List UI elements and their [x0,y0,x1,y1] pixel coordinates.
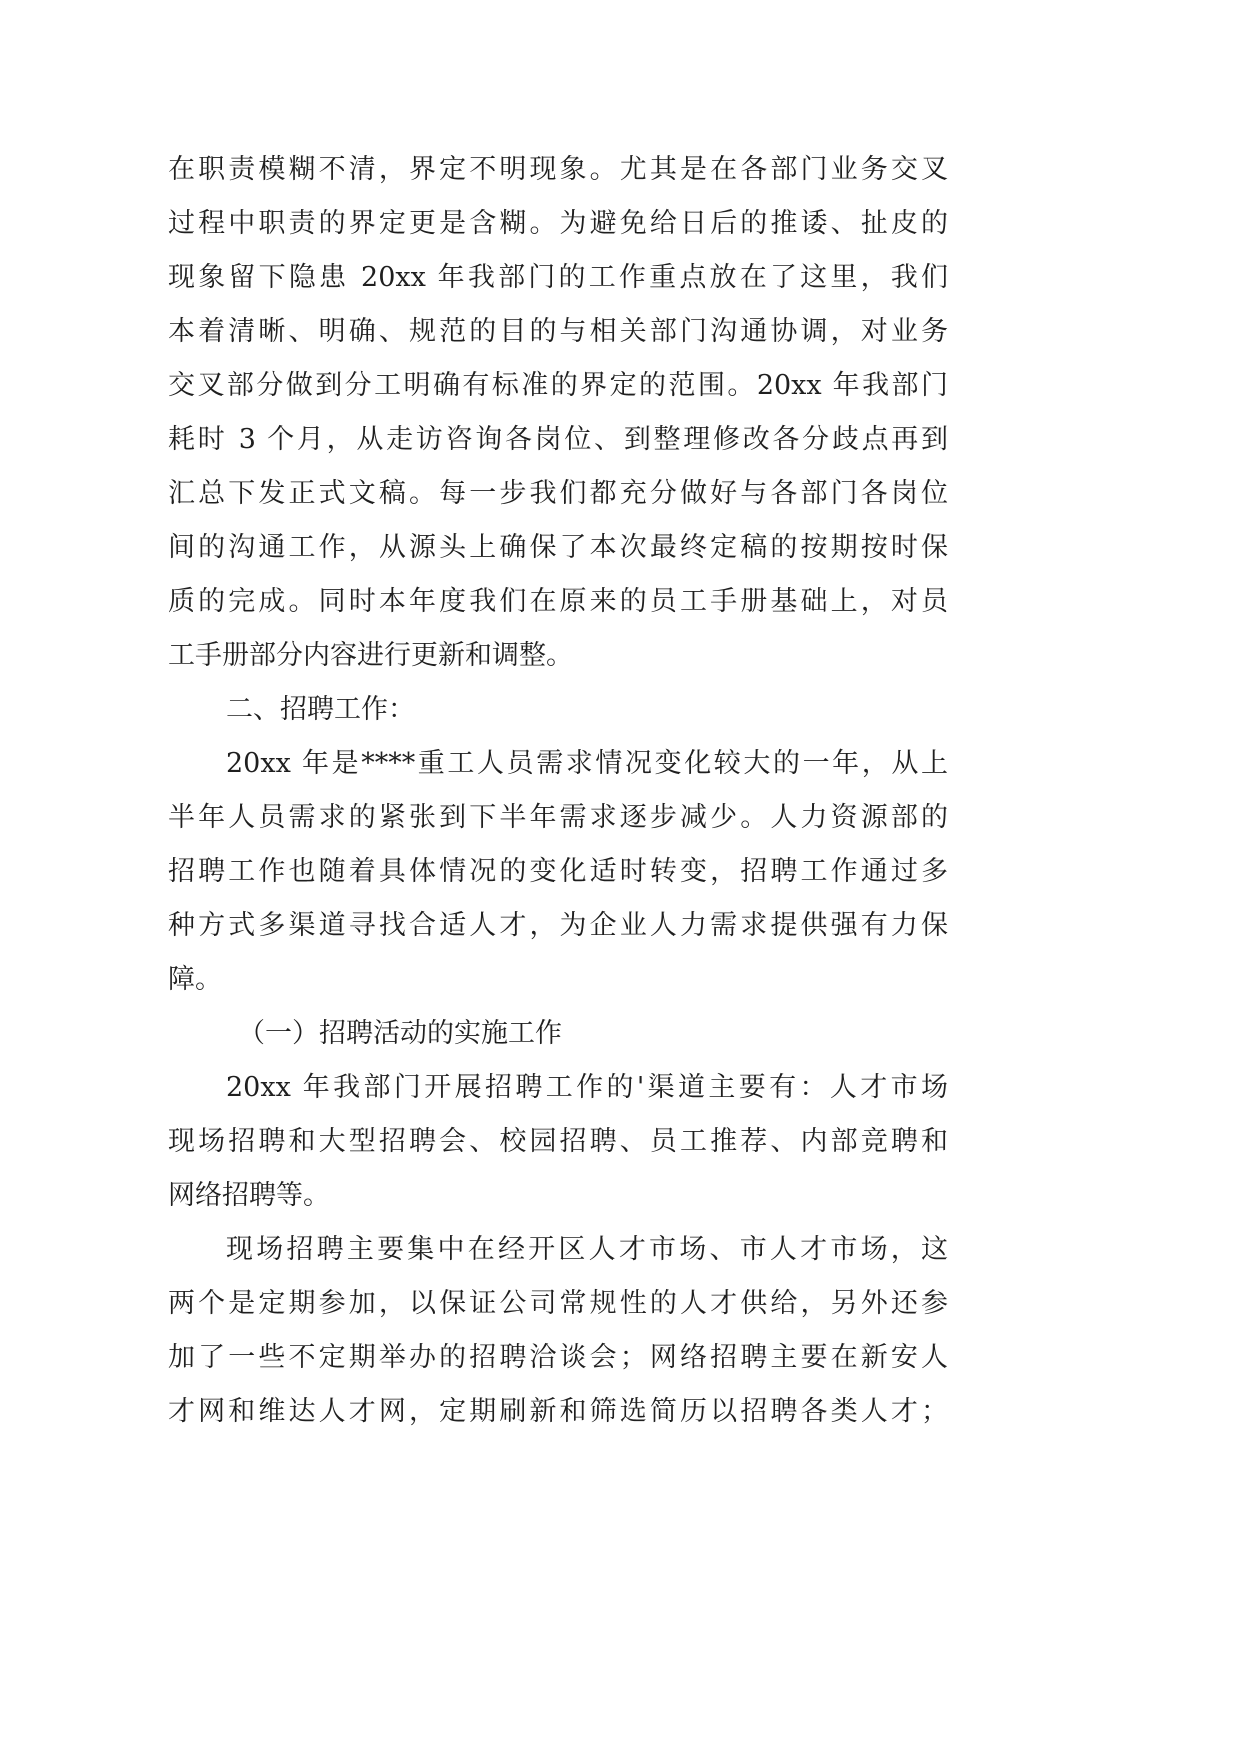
text-line: 加了一些不定期举办的招聘洽谈会；网络招聘主要在新安人 [168,1342,948,1373]
text-line: 现象留下隐患 20xx 年我部门的工作重点放在了这里，我们 [168,262,948,293]
text-line: 交叉部分做到分工明确有标准的界定的范围。20xx 年我部门 [168,370,948,401]
subsection-heading: （一）招聘活动的实施工作 [238,1018,562,1049]
text-line: 本着清晰、明确、规范的目的与相关部门沟通协调，对业务 [168,316,948,347]
text-line: 20xx 年是****重工人员需求情况变化较大的一年，从上 [226,748,948,779]
text-line: 耗时 3 个月，从走访咨询各岗位、到整理修改各分歧点再到 [168,424,948,455]
text-line: 招聘工作也随着具体情况的变化适时转变，招聘工作通过多 [168,856,948,887]
text-line: 障。 [168,964,222,995]
text-line: 工手册部分内容进行更新和调整。 [168,640,573,671]
text-line: 在职责模糊不清，界定不明现象。尤其是在各部门业务交叉 [168,154,948,185]
text-line: 才网和维达人才网，定期刷新和筛选简历以招聘各类人才； [168,1396,948,1427]
text-line: 汇总下发正式文稿。每一步我们都充分做好与各部门各岗位 [168,478,948,509]
text-line: 两个是定期参加，以保证公司常规性的人才供给，另外还参 [168,1288,948,1319]
text-line: 半年人员需求的紧张到下半年需求逐步减少。人力资源部的 [168,802,948,833]
text-line: 现场招聘和大型招聘会、校园招聘、员工推荐、内部竞聘和 [168,1126,948,1157]
section-heading: 二、招聘工作： [226,694,415,725]
text-line: 质的完成。同时本年度我们在原来的员工手册基础上，对员 [168,586,948,617]
text-line: 20xx 年我部门开展招聘工作的'渠道主要有：人才市场 [226,1072,948,1103]
text-line: 过程中职责的界定更是含糊。为避免给日后的推诿、扯皮的 [168,208,948,239]
text-line: 间的沟通工作，从源头上确保了本次最终定稿的按期按时保 [168,532,948,563]
text-line: 种方式多渠道寻找合适人才，为企业人力需求提供强有力保 [168,910,948,941]
text-line: 现场招聘主要集中在经开区人才市场、市人才市场，这 [226,1234,948,1265]
text-line: 网络招聘等。 [168,1180,330,1211]
